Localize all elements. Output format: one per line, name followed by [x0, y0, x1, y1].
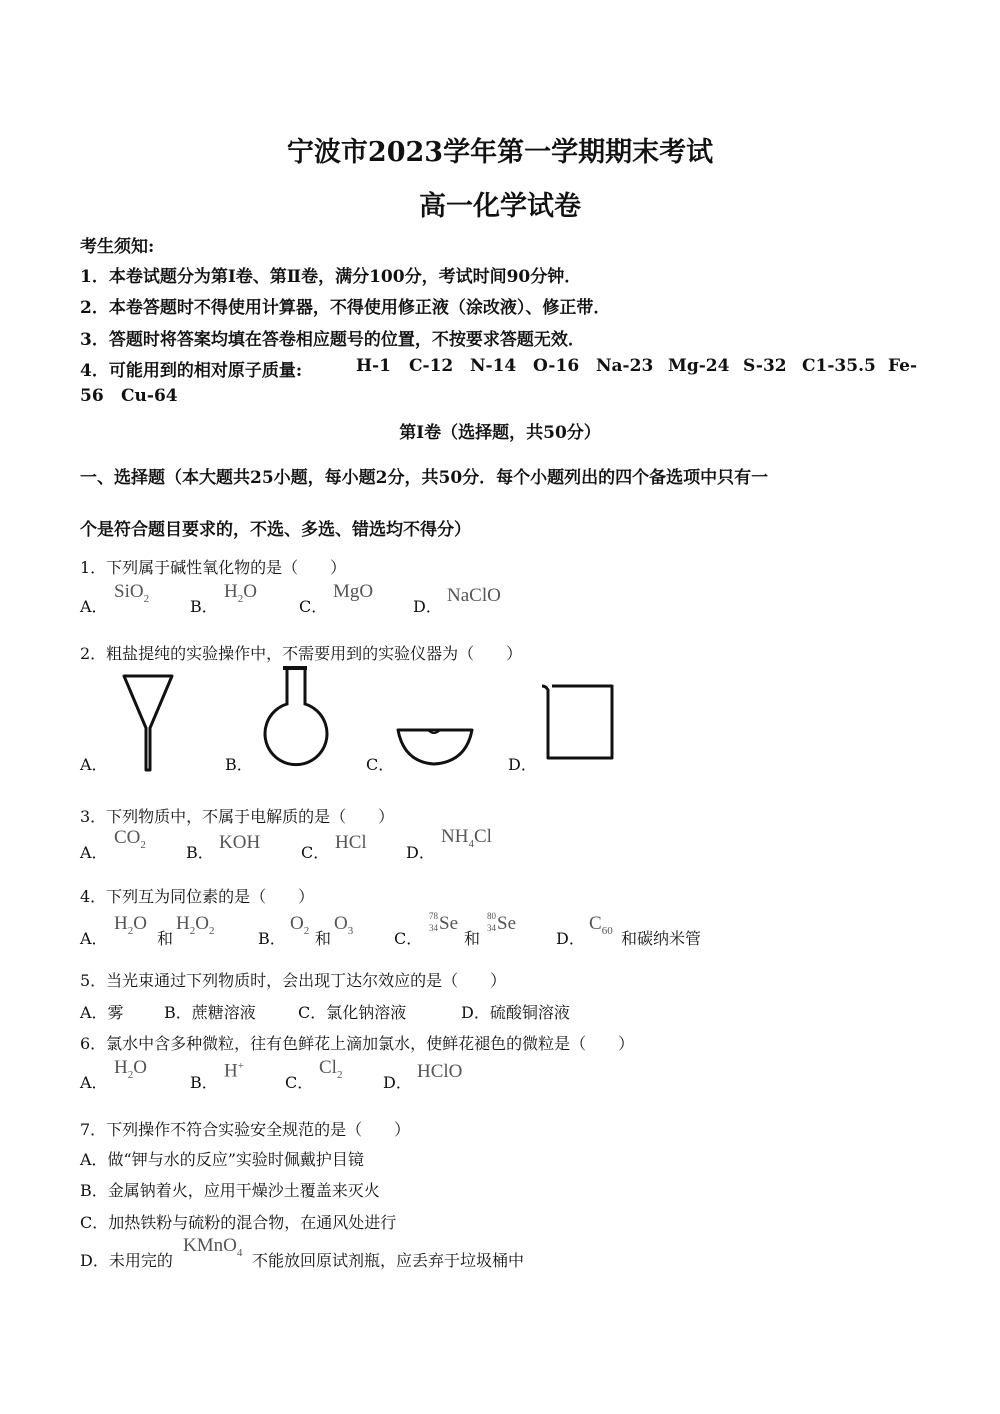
mass-cl: C1-35.5 [802, 356, 876, 376]
q4-label-b: B． [258, 929, 286, 948]
beaker-icon [538, 678, 620, 764]
q3-option-c: HCl [335, 832, 367, 853]
q4-option-b-first: $O_2$ [290, 913, 310, 937]
q3-option-b: KOH [219, 832, 261, 853]
mass-h: H-1 [356, 356, 391, 376]
q4-label-c: C． [394, 929, 423, 948]
q5-option-c: C．氯化钠溶液 [298, 1003, 407, 1022]
q1-label-b: B． [190, 597, 218, 616]
q4-option-d-formula: $C_{60}$ [589, 913, 613, 937]
q3-stem: 3．下列物质中，不属于电解质的是（ ） [80, 807, 395, 826]
q3-label-c: C． [301, 843, 330, 862]
q2-stem: 2．粗盐提纯的实验操作中，不需要用到的实验仪器为（ ） [80, 644, 523, 663]
q6-stem: 6．氯水中含多种微粒，往有色鲜花上滴加氯水，使鲜花褪色的微粒是（ ） [80, 1034, 635, 1053]
q4-c2-mass: 80 [487, 911, 496, 921]
q3-option-a: $CO_2$ [114, 827, 146, 851]
q2-label-a: A． [80, 755, 108, 774]
funnel-icon [120, 670, 176, 774]
q6-option-c: $Cl_2$ [319, 1057, 343, 1081]
q1-label-d: D． [413, 597, 442, 616]
q4-option-a-and: 和 [157, 929, 174, 948]
q6-label-d: D． [383, 1073, 412, 1092]
q6-label-b: B． [190, 1073, 218, 1092]
q4-c2-number: 34 [487, 923, 496, 933]
q4-option-a-second: $H_2O_2$ [176, 913, 215, 937]
q4-c1-number: 34 [429, 923, 438, 933]
notice-item-4-label: 4．可能用到的相对原子质量: [80, 361, 303, 381]
mass-fe-part1: Fe- [888, 356, 918, 376]
flask-icon [258, 664, 334, 772]
q6-label-c: C． [285, 1073, 314, 1092]
q4-c1-mass: 78 [429, 911, 438, 921]
q1-stem: 1．下列属于碱性氧化物的是（ ） [80, 558, 347, 577]
q7-option-d-prefix: D．未用完的 [80, 1251, 173, 1270]
q5-option-a: A．雾 [80, 1003, 124, 1022]
mass-n: N-14 [470, 356, 517, 376]
q1-option-a: SiO$_2$ [114, 581, 150, 605]
exam-title: 宁波市2023学年第一学期期末考试 [286, 137, 714, 168]
q4-stem: 4．下列互为同位素的是（ ） [80, 887, 315, 906]
q4-option-b-second: $O_3$ [334, 913, 354, 937]
q4-label-a: A． [80, 929, 108, 948]
mass-o: O-16 [533, 356, 580, 376]
q2-label-d: D． [508, 755, 537, 774]
exam-subtitle: 高一化学试卷 [419, 191, 581, 222]
q5-option-b: B．蔗糖溶液 [164, 1003, 256, 1022]
q4-option-b-and: 和 [315, 929, 332, 948]
q6-option-d: HClO [417, 1061, 463, 1082]
section-instructions-line1: 一、选择题（本大题共25小题，每小题2分，共50分．每个小题列出的四个备选项中只有一 [80, 468, 769, 488]
mass-s: S-32 [743, 356, 787, 376]
q4-option-c-and: 和 [464, 929, 481, 948]
q7-option-a: A．做“钾与水的反应”实验时佩戴护目镜 [80, 1150, 364, 1169]
q7-option-d-suffix: 不能放回原试剂瓶，应丢弃于垃圾桶中 [252, 1251, 525, 1270]
q4-option-c-second: 80 34 Se [497, 913, 516, 935]
mass-na: Na-23 [596, 356, 654, 376]
mass-cu: Cu-64 [121, 386, 178, 406]
q7-stem: 7．下列操作不符合实验安全规范的是（ ） [80, 1120, 411, 1139]
q7-option-d-formula: KMnO$_4$ [183, 1235, 243, 1259]
q2-label-b: B． [225, 755, 253, 774]
q4-option-c-first: 78 34 Se [439, 913, 458, 935]
q7-option-b: B．金属钠着火，应用干燥沙土覆盖来灭火 [80, 1181, 380, 1200]
notice-item-2: 2．本卷答题时不得使用计算器，不得使用修正液（涂改液）、修正带． [80, 298, 611, 318]
q1-option-d: NaClO [447, 585, 501, 606]
q7-option-c: C．加热铁粉与硫粉的混合物，在通风处进行 [80, 1213, 397, 1232]
q1-label-c: C． [299, 597, 328, 616]
notice-item-3: 3．答题时将答案均填在答卷相应题号的位置，不按要求答题无效． [80, 330, 585, 350]
mass-mg: Mg-24 [668, 356, 730, 376]
q3-option-d: $NH_4Cl$ [441, 826, 492, 850]
notice-item-1: 1．本卷试题分为第Ⅰ卷、第Ⅱ卷，满分100分，考试时间90分钟． [80, 267, 582, 287]
evaporating-dish-icon [394, 718, 476, 768]
notice-heading: 考生须知: [80, 237, 155, 257]
q3-label-b: B． [186, 843, 214, 862]
q4-option-a-first: $H_2O$ [114, 913, 147, 937]
q6-option-b: H+ [224, 1060, 244, 1082]
q1-label-a: A． [80, 597, 108, 616]
q1-option-c: MgO [333, 581, 374, 602]
section-instructions-line2: 个是符合题目要求的，不选、多选、错选均不得分） [80, 520, 471, 540]
q5-stem: 5．当光束通过下列物质时，会出现丁达尔效应的是（ ） [80, 971, 507, 990]
q6-option-a: $H_2O$ [114, 1057, 147, 1081]
q3-label-a: A． [80, 843, 108, 862]
q2-label-c: C． [366, 755, 395, 774]
q3-label-d: D． [406, 843, 435, 862]
mass-fe-part2: 56 [80, 386, 104, 406]
part1-title: 第Ⅰ卷（选择题，共50分） [399, 423, 601, 443]
q4-label-d: D． [556, 929, 585, 948]
mass-c: C-12 [409, 356, 454, 376]
q4-option-d-text: 和碳纳米管 [621, 929, 702, 948]
q6-label-a: A． [80, 1073, 108, 1092]
q1-option-b: $H_2O$ [224, 581, 257, 605]
q5-option-d: D．硫酸铜溶液 [461, 1003, 570, 1022]
